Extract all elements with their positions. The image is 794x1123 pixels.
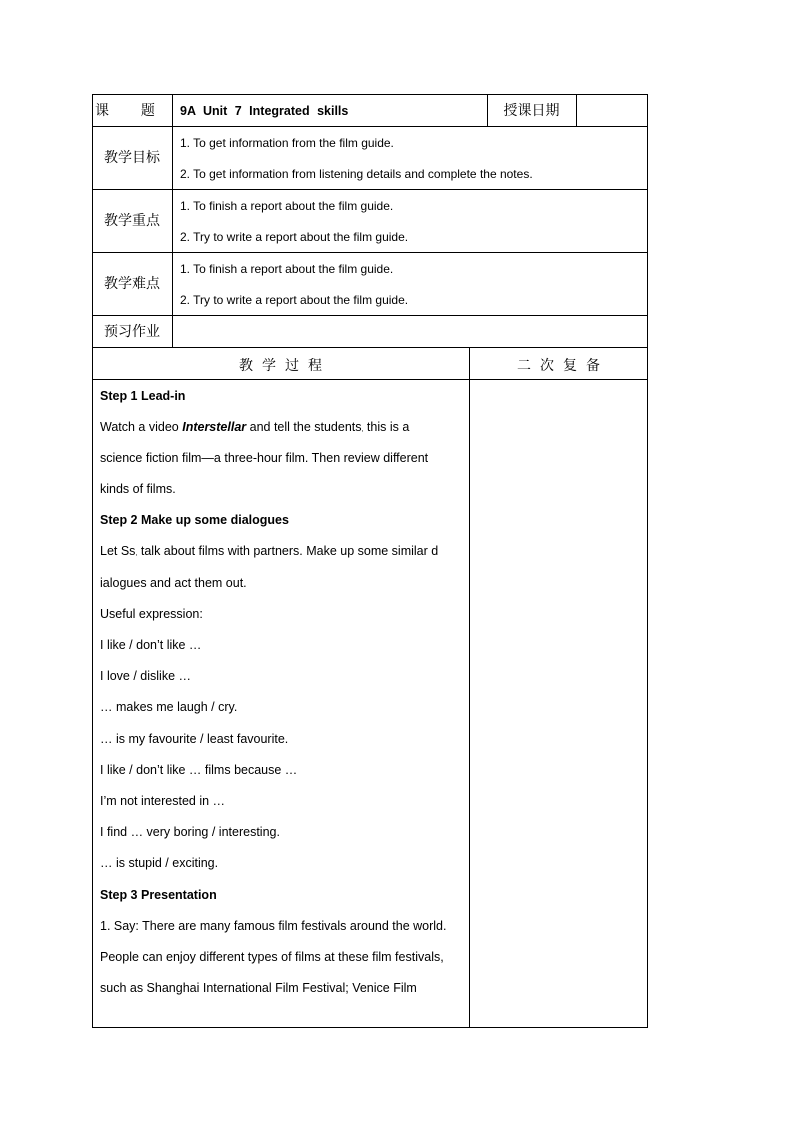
difficulty-line: 1. To finish a report about the film guide. [180, 262, 394, 276]
step3-text-part: 1. Say: There are many famous film festival [100, 919, 341, 933]
step2-text-part: Let Ss [100, 544, 136, 558]
expression-item: I’m not interested in … [100, 794, 226, 808]
step2-title: Step 2 Make up some dialogues [100, 513, 289, 527]
row-divider [92, 347, 648, 348]
topic-value: 9A Unit 7 Integrated skills [180, 104, 349, 118]
expression-item: I like / don’t like … [100, 638, 202, 652]
review-header: 二次复备 [517, 357, 609, 373]
topic-label: 课 题 [95, 102, 169, 118]
row-divider [92, 126, 648, 127]
key-point-line: 1. To finish a report about the film guide. [180, 199, 394, 213]
step3-title: Step 3 Presentation [100, 888, 217, 902]
step2-text-part: talk about films with partners. Make up some similar d [137, 544, 439, 558]
homework-label: 预习作业 [104, 323, 160, 339]
date-label-right-divider [576, 94, 577, 126]
edit-mark: , [361, 426, 364, 433]
objectives-label: 教学目标 [104, 149, 160, 165]
expression-item: I love / dislike … [100, 669, 192, 683]
expression-item: I like / don’t like … films because … [100, 763, 298, 777]
step3-text-part: s around the world. [340, 919, 447, 933]
step3-text-line: People can enjoy different types of films at these film festivals, [100, 950, 444, 964]
step2-text-part: ialogues and act t [100, 576, 198, 590]
label-column-divider [172, 94, 173, 347]
objective-line: 2. To get information from listening details and complete the notes. [180, 167, 533, 181]
step1-text-part: Watch a video [100, 420, 183, 434]
edit-mark: , [135, 550, 138, 557]
table-border-left [92, 94, 93, 1028]
date-label: 授课日期 [503, 102, 560, 118]
key-point-line: 2. Try to write a report about the film guide. [180, 230, 409, 244]
table-border-top [92, 94, 648, 95]
step1-text-part: this is a [363, 420, 410, 434]
expression-item: I find … very boring / interesting. [100, 825, 280, 839]
expression-item: … is stupid / exciting. [100, 856, 219, 870]
difficulty-line: 2. Try to write a report about the film guide. [180, 293, 409, 307]
step1-text-part: and tell the students [246, 420, 362, 434]
step3-text-line: such as Shanghai International Film Festival; Venice Film [100, 981, 417, 995]
row-divider [92, 315, 648, 316]
row-divider [92, 189, 648, 190]
step1-text-line: kinds of films. [100, 482, 176, 496]
objective-line: 1. To get information from the film guide. [180, 136, 394, 150]
table-border-bottom [92, 1027, 648, 1028]
step1-title: Step 1 Lead-in [100, 389, 186, 403]
lesson-plan-table [92, 94, 648, 1028]
difficulties-label: 教学难点 [104, 275, 160, 291]
key-points-label: 教学重点 [104, 212, 160, 228]
film-title-interstellar: Interstellar [182, 420, 247, 434]
review-notes-area[interactable] [470, 380, 647, 1027]
expression-item: … is my favourite / least favourite. [100, 732, 289, 746]
step2-text-line [100, 543, 438, 562]
step1-text-line [100, 419, 409, 438]
step2-text-part: hem out. [198, 576, 247, 590]
process-header: 教学过程 [239, 357, 331, 373]
row-divider [92, 252, 648, 253]
step1-text-line: science fiction film—a three-hour film. Then review different [100, 451, 429, 465]
expression-item: … makes me laugh / cry. [100, 700, 238, 714]
step2-text-line [100, 575, 247, 591]
useful-expression-label: Useful expression: [100, 607, 203, 621]
table-border-right [647, 94, 648, 1028]
step3-text-line [100, 918, 446, 934]
